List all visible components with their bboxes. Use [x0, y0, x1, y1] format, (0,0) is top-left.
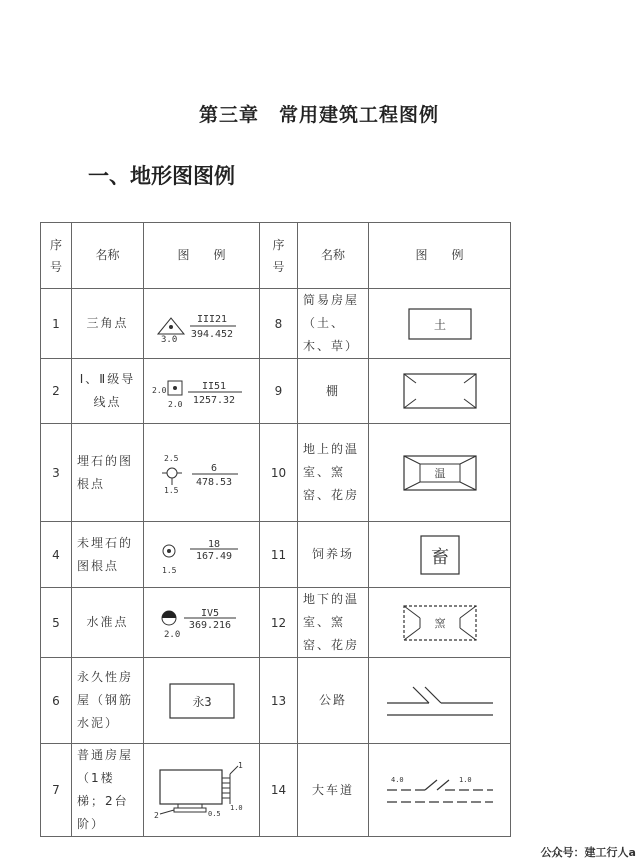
greenhouse-icon — [400, 453, 480, 493]
cart-road-icon — [385, 770, 495, 810]
svg-text:369.216: 369.216 — [188, 619, 231, 631]
svg-text:0.5: 0.5 — [207, 810, 221, 818]
header-symbol: 图 例 — [144, 223, 260, 289]
symbol-cell — [369, 744, 511, 837]
svg-text:1.0: 1.0 — [229, 804, 243, 812]
header-seq-2: 序 号 — [260, 223, 298, 289]
seq-cell: 12 — [260, 588, 298, 658]
table-row — [41, 658, 511, 744]
seq-cell: 6 — [41, 658, 72, 744]
svg-text:3.0: 3.0 — [160, 334, 177, 344]
seq-cell: 14 — [260, 744, 298, 837]
seq-cell: 7 — [41, 744, 72, 837]
legend-table — [40, 222, 511, 837]
table-row — [41, 289, 511, 359]
seq-cell: 5 — [41, 588, 72, 658]
table-row — [41, 359, 511, 424]
svg-text:1.5: 1.5 — [161, 565, 176, 575]
svg-text:18: 18 — [207, 538, 220, 550]
svg-text:畜: 畜 — [430, 546, 449, 568]
permanent-house-icon — [162, 681, 242, 721]
header-symbol-2: 图 例 — [369, 223, 511, 289]
symbol-cell — [369, 588, 511, 658]
name-cell: 地下的温室、窯窑、花房 — [298, 588, 369, 658]
table-row — [41, 588, 511, 658]
svg-text:土: 土 — [433, 317, 446, 332]
table-row — [41, 744, 511, 837]
traverse-point-icon — [152, 371, 252, 411]
footer-watermark: 公众号：建工行人a — [540, 846, 636, 859]
unburied-control-point-icon — [152, 533, 252, 577]
livestock-farm-icon — [400, 533, 480, 577]
svg-text:478.53: 478.53 — [195, 476, 232, 488]
seq-cell: 1 — [41, 289, 72, 359]
table-header-row — [41, 223, 511, 289]
name-cell: 简易房屋（土、木、草） — [298, 289, 369, 359]
svg-text:4.0: 4.0 — [390, 776, 404, 784]
svg-text:温: 温 — [434, 466, 445, 480]
svg-text:2.0: 2.0 — [151, 386, 166, 395]
name-cell: 大车道 — [298, 744, 369, 837]
svg-text:永3: 永3 — [191, 694, 212, 709]
header-name-2: 名称 — [298, 223, 369, 289]
symbol-cell — [144, 359, 260, 424]
svg-text:2.5: 2.5 — [163, 453, 178, 463]
name-cell: 水准点 — [72, 588, 144, 658]
svg-text:6: 6 — [210, 462, 217, 474]
seq-cell: 8 — [260, 289, 298, 359]
svg-text:窯: 窯 — [434, 616, 445, 630]
seq-cell: 3 — [41, 424, 72, 522]
highway-icon — [385, 681, 495, 721]
svg-text:1.0: 1.0 — [458, 776, 472, 784]
seq-cell: 4 — [41, 522, 72, 588]
triangulation-point-icon — [152, 304, 252, 344]
simple-house-icon — [400, 304, 480, 344]
symbol-cell — [369, 289, 511, 359]
name-cell: 公路 — [298, 658, 369, 744]
section-title: 一、地形图图例 — [88, 164, 235, 188]
name-cell: 普通房屋（1楼梯；2台阶） — [72, 744, 144, 837]
symbol-cell — [144, 588, 260, 658]
chapter-title: 第三章 常用建筑工程图例 — [198, 104, 439, 126]
svg-text:394.452: 394.452 — [190, 328, 233, 340]
symbol-cell — [369, 359, 511, 424]
seq-cell: 13 — [260, 658, 298, 744]
name-cell: 埋石的图根点 — [72, 424, 144, 522]
svg-text:1: 1 — [237, 761, 243, 770]
symbol-cell — [369, 424, 511, 522]
symbol-cell — [144, 658, 260, 744]
symbol-cell — [144, 522, 260, 588]
name-cell: 永久性房屋（钢筋水泥） — [72, 658, 144, 744]
name-cell: 饲养场 — [298, 522, 369, 588]
svg-text:IV5: IV5 — [200, 607, 219, 619]
svg-text:III21: III21 — [196, 313, 227, 325]
svg-text:2.0: 2.0 — [167, 400, 182, 409]
seq-cell: 9 — [260, 359, 298, 424]
svg-text:2.0: 2.0 — [163, 629, 180, 640]
ordinary-house-icon — [152, 760, 252, 820]
name-cell: Ⅰ、Ⅱ级导线点 — [72, 359, 144, 424]
table-row — [41, 522, 511, 588]
buried-control-point-icon — [152, 451, 252, 495]
table-row — [41, 424, 511, 522]
benchmark-icon — [152, 601, 252, 645]
svg-text:1.5: 1.5 — [163, 485, 178, 495]
name-cell: 三角点 — [72, 289, 144, 359]
name-cell: 未埋石的图根点 — [72, 522, 144, 588]
symbol-cell — [369, 522, 511, 588]
seq-cell: 10 — [260, 424, 298, 522]
svg-text:2: 2 — [153, 811, 159, 820]
symbol-cell — [144, 289, 260, 359]
symbol-cell — [144, 424, 260, 522]
name-cell: 棚 — [298, 359, 369, 424]
seq-cell: 2 — [41, 359, 72, 424]
symbol-cell — [144, 744, 260, 837]
underground-greenhouse-icon — [400, 603, 480, 643]
shed-icon — [400, 371, 480, 411]
symbol-cell — [369, 658, 511, 744]
svg-text:1257.32: 1257.32 — [192, 395, 235, 406]
seq-cell: 11 — [260, 522, 298, 588]
svg-text:II51: II51 — [201, 381, 226, 392]
header-name: 名称 — [72, 223, 144, 289]
header-seq: 序 号 — [41, 223, 72, 289]
svg-text:167.49: 167.49 — [195, 550, 232, 562]
name-cell: 地上的温室、窯窑、花房 — [298, 424, 369, 522]
